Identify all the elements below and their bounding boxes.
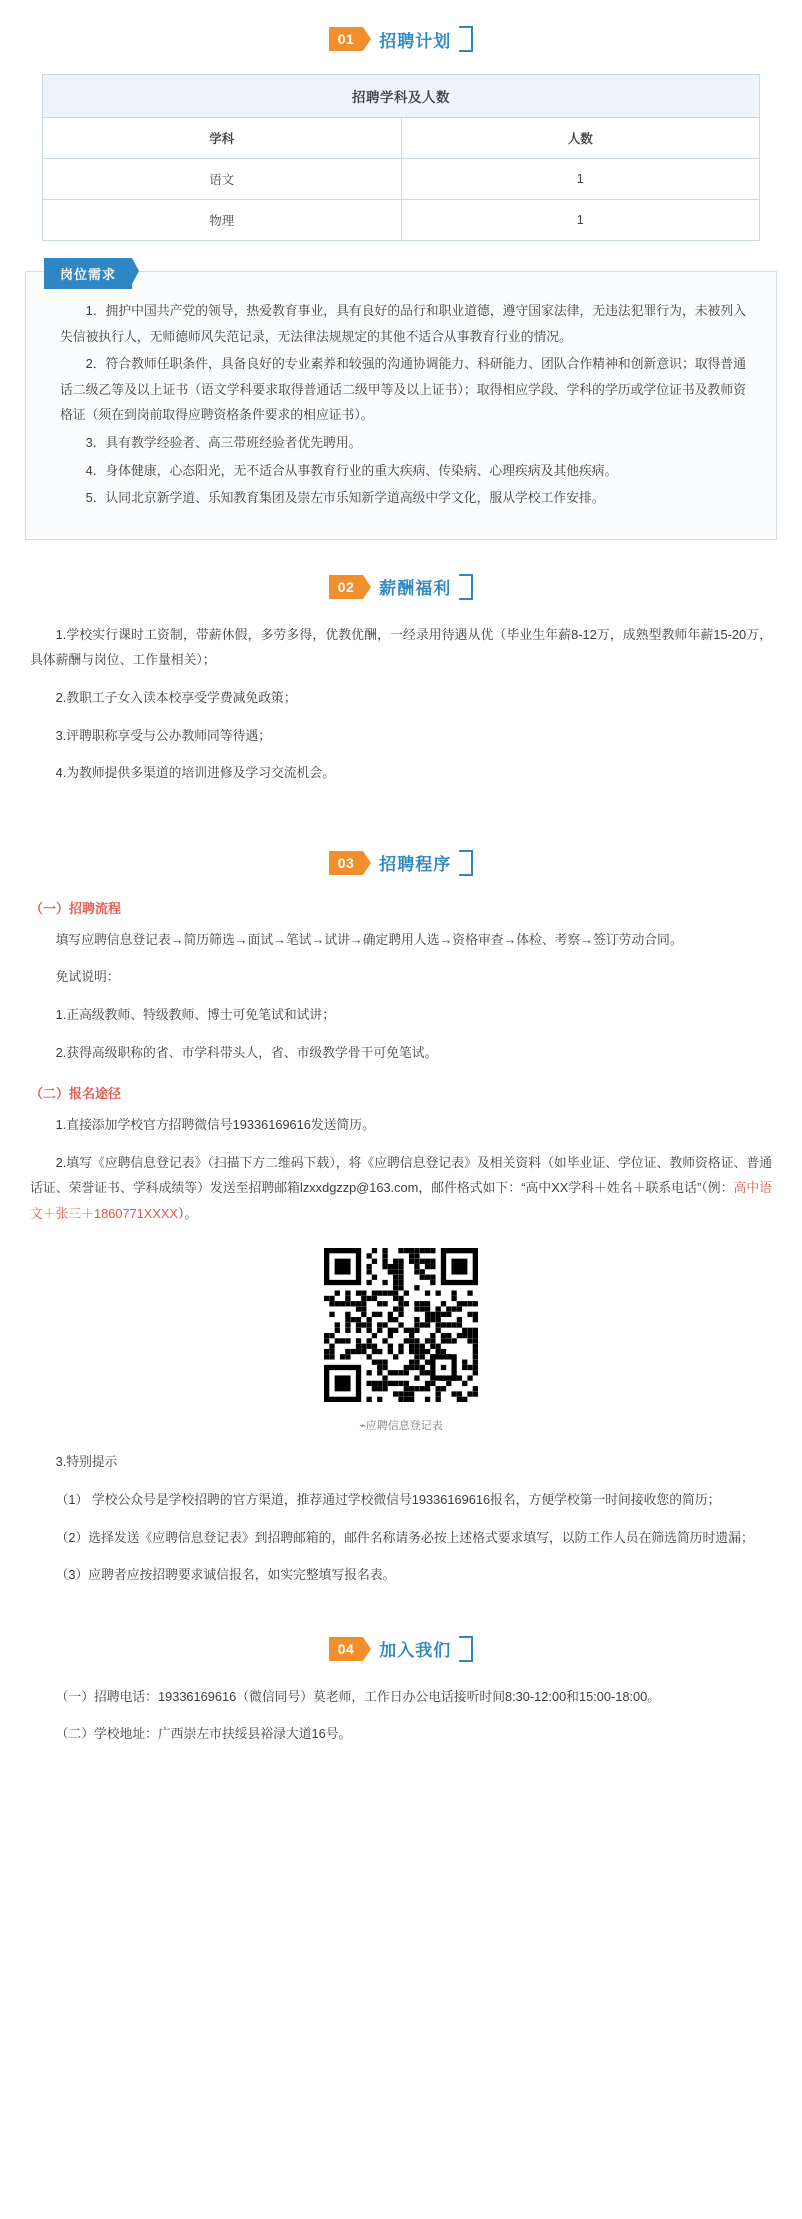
section-title: 薪酬福利 bbox=[379, 579, 452, 599]
table-caption: 招聘学科及人数 bbox=[43, 75, 759, 118]
section-header-04 bbox=[0, 1636, 802, 1662]
spacer bbox=[0, 1600, 802, 1610]
salary-item: 1.学校实行课时工资制，带薪休假，多劳多得，优教优酬，一经录用待遇从优（毕业生年薪8-12万，成熟型教师年薪15-20万，具体薪酬与岗位、工作量相关）； bbox=[30, 626, 772, 668]
table-row bbox=[43, 159, 759, 200]
section-number: 04 bbox=[329, 1637, 364, 1661]
table-caption-row bbox=[43, 75, 759, 118]
application-email-text-c: ）。 bbox=[177, 1205, 198, 1221]
table-column-header: 学科 bbox=[43, 118, 401, 159]
application-email-example: 高中语文＋张三＋1860771XXXX bbox=[30, 1180, 773, 1221]
table-row bbox=[43, 200, 759, 241]
recruitment-table bbox=[43, 75, 759, 241]
section-number: 01 bbox=[329, 27, 364, 51]
spacer bbox=[0, 798, 802, 824]
contact-address-line: （二）学校地址：广西崇左市扶绥县裕渌大道16号。 bbox=[55, 1726, 352, 1742]
special-notice-item: （2）选择发送《应聘信息登记表》到招聘邮箱的，邮件名称请务必按上述格式要求填写，以防工作人员在筛选简历时遗漏； bbox=[55, 1529, 754, 1545]
application-channel-wechat: 1.直接添加学校官方招聘微信号19336169616发送简历。 bbox=[55, 1117, 375, 1133]
process-flow-text: 填写应聘信息登记表→简历筛选→面试→笔试→试讲→确定聘用人选→资格审查→体检、考察→签订劳动合同。 bbox=[55, 931, 683, 947]
table-cell-count: 1 bbox=[401, 159, 759, 200]
subsection-title-process: （一）招聘流程 bbox=[30, 900, 122, 916]
table-cell-subject: 物理 bbox=[43, 200, 401, 241]
section-number: 02 bbox=[329, 575, 364, 599]
special-notice-item: （3）应聘者应按招聘要求诚信报名，如实完整填写报名表。 bbox=[55, 1567, 396, 1583]
table-cell-count: 1 bbox=[401, 200, 759, 241]
salary-item: 3.评聘职称享受与公办教师同等待遇； bbox=[55, 727, 272, 743]
exemption-item: 1.正高级教师、特级教师、博士可免笔试和试讲； bbox=[55, 1006, 336, 1022]
special-notice-title: 3.特别提示 bbox=[55, 1454, 118, 1470]
bracket-decoration-icon bbox=[459, 26, 473, 52]
requirements-tab-label: 岗位需求 bbox=[44, 258, 132, 289]
subsection-title-application: （二）报名途径 bbox=[30, 1086, 122, 1102]
contact-phone-line: （一）招聘电话：19336169616（微信同号）莫老师，工作日办公电话接听时间8:30-12:00和15:00-18:00。 bbox=[55, 1688, 661, 1704]
bracket-decoration-icon bbox=[459, 1636, 473, 1662]
salary-item: 2.教职工子女入读本校享受学费减免政策； bbox=[55, 689, 297, 705]
section-title: 加入我们 bbox=[379, 1641, 452, 1661]
bracket-decoration-icon bbox=[459, 850, 473, 876]
requirements-box bbox=[25, 267, 777, 540]
document-page bbox=[0, 26, 802, 1789]
table-cell-subject: 语文 bbox=[43, 159, 401, 200]
section-title: 招聘计划 bbox=[379, 31, 452, 51]
requirement-item: 3．具有教学经验者、高三带班经验者优先聘用。 bbox=[85, 434, 362, 450]
qr-code-container bbox=[0, 1248, 802, 1407]
requirement-item: 4．身体健康，心态阳光，无不适合从事教育行业的重大疾病、传染病、心理疾病及其他疾病。 bbox=[85, 462, 618, 478]
section-title: 招聘程序 bbox=[379, 855, 452, 875]
requirement-item: 1．拥护中国共产党的领导，热爱教育事业，具有良好的品行和职业道德，遵守国家法律，无违法犯罪行为，未被列入失信被执行人，无师德师风失范记录，无法律法规规定的其他不适合从事教育行业的情况。 bbox=[60, 303, 746, 344]
section-header-01 bbox=[0, 26, 802, 52]
application-channel-email bbox=[0, 1150, 802, 1227]
table-header-row bbox=[43, 118, 759, 159]
requirement-item: 2．符合教师任职条件，具备良好的专业素养和较强的沟通协调能力、科研能力、团队合作精神和创新意识；取得普通话二级乙等及以上证书（语文学科要求取得普通话二级甲等及以上证书）；取得相应学段、学科的学历或学位证书及教师资格证（须在到岗前取得应聘资格条件要求的相应证书）。 bbox=[60, 356, 746, 423]
exemption-item: 2.获得高级职称的省、市学科带头人，省、市级教学骨干可免笔试。 bbox=[55, 1044, 438, 1060]
table-column-header: 人数 bbox=[401, 118, 759, 159]
recruitment-table-wrapper bbox=[42, 74, 760, 241]
requirement-item: 5．认同北京新学道、乐知教育集团及崇左市乐知新学道高级中学文化，服从学校工作安排。 bbox=[85, 490, 605, 506]
section-header-02 bbox=[0, 574, 802, 600]
section-number: 03 bbox=[329, 851, 364, 875]
application-email-text-a: 2.填写《应聘信息登记表》（扫描下方二维码下载），将《应聘信息登记表》及相关资料（如毕业证、学位证、教师资格证、普通话证、荣誉证书、学科成绩等）发送至招聘邮箱lzxxdgzzp@163.com，邮件格式如下：“高中XX学科＋姓名＋联系电话”（例： bbox=[30, 1154, 772, 1196]
qr-code-caption: ⌁应聘信息登记表 bbox=[359, 1420, 443, 1433]
section-header-03 bbox=[0, 850, 802, 876]
special-notice-item: （1） 学校公众号是学校招聘的官方渠道，推荐通过学校微信号19336169616报名，方便学校第一时间接收您的简历； bbox=[55, 1492, 721, 1508]
bracket-decoration-icon bbox=[459, 574, 473, 600]
qr-code-image[interactable] bbox=[324, 1248, 478, 1402]
salary-item: 4.为教师提供多渠道的培训进修及学习交流机会。 bbox=[55, 765, 336, 781]
exemption-label: 免试说明： bbox=[55, 969, 120, 985]
